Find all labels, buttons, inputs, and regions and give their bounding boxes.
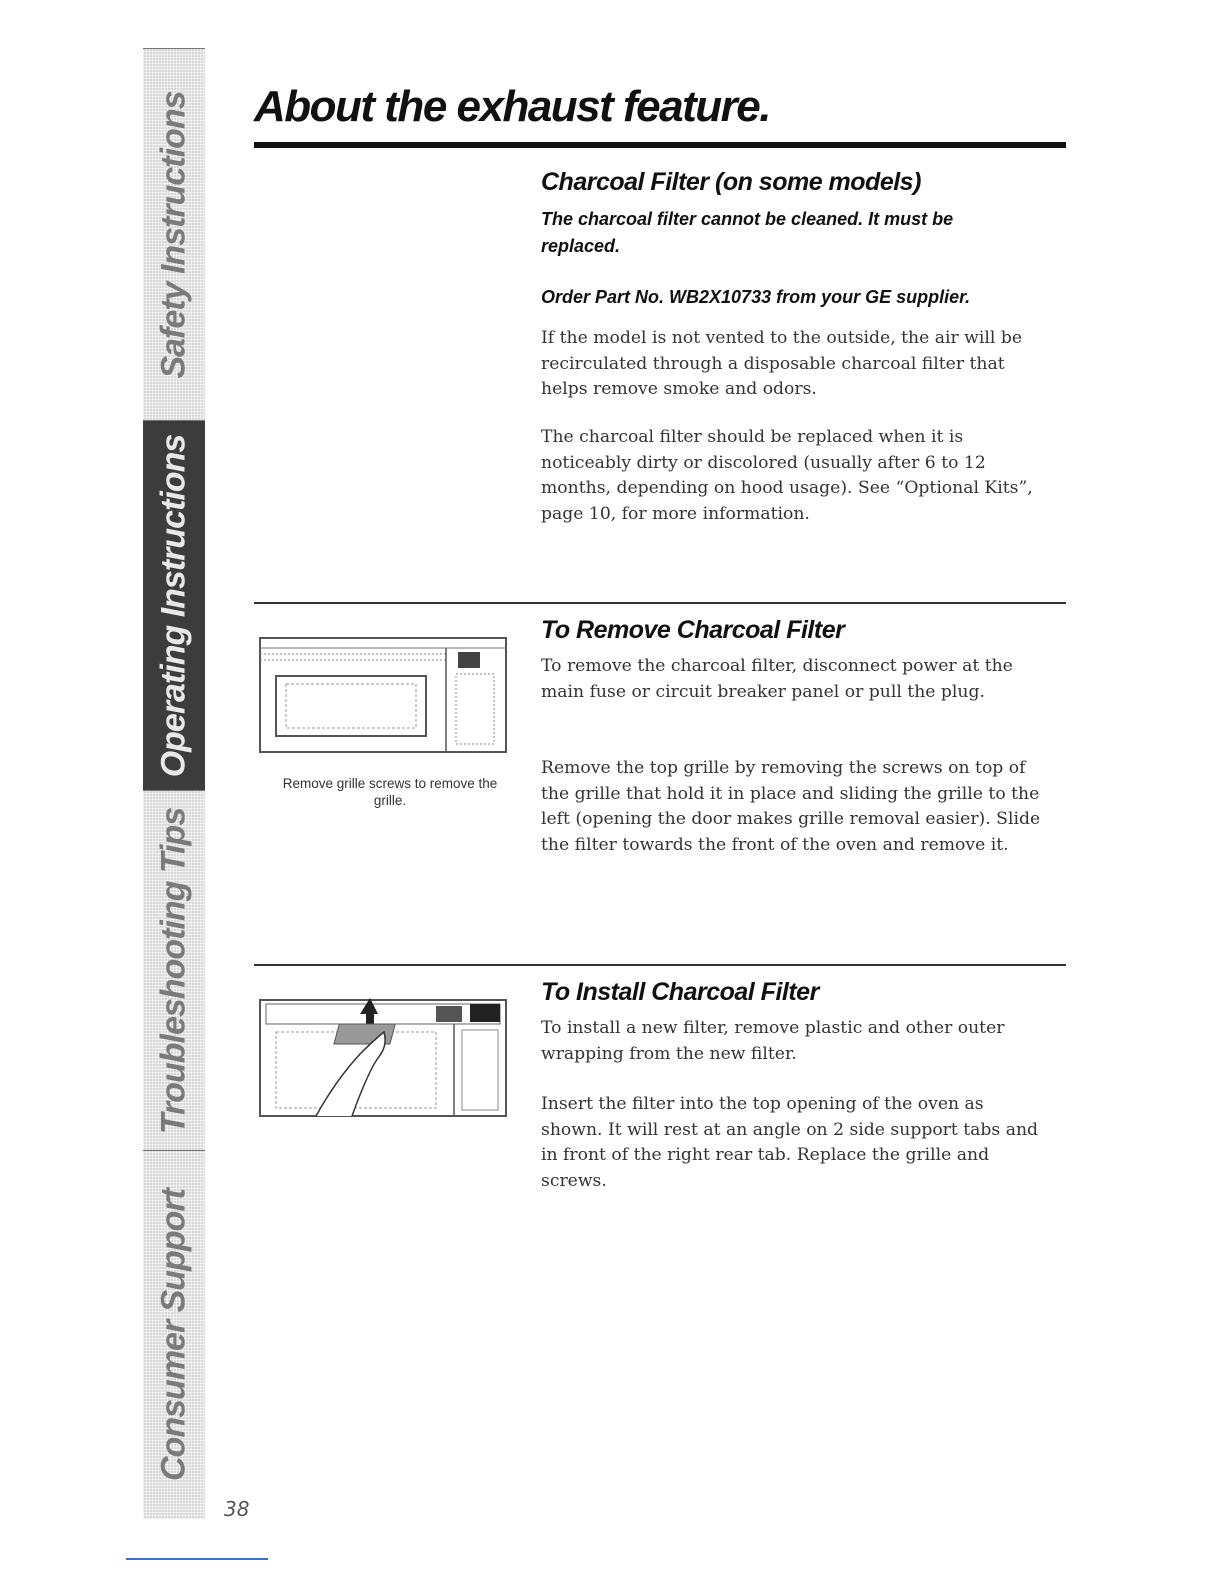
tab-label: Consumer Support [154, 1189, 193, 1481]
paragraph-replace-when: The charcoal filter should be replaced when it is noticeably dirty or discolored (usually after 6 to 12 months, depending on hood usage). See “Optional Kits”, page 10, for more information. [541, 427, 1033, 524]
tab-label: Operating Instructions [154, 434, 193, 778]
bottom-link-underline [126, 1558, 268, 1560]
paragraph-remove-grille: Remove the top grille by removing the screws on top of the grille that hold it in place and sliding the grille to the left (opening the door makes grille removal easier). Slide the filter towards the front of the oven and remove it. [541, 758, 1041, 855]
title-rule [254, 142, 1066, 148]
note-cannot-be-cleaned: The charcoal filter cannot be cleaned. It must be replaced. [541, 209, 954, 256]
section-heading-install-filter: To Install Charcoal Filter [541, 978, 819, 1006]
tab-operating-instructions[interactable] [143, 420, 205, 791]
section-divider [254, 964, 1066, 966]
install-filter-illustration [256, 984, 518, 1124]
paragraph-remove-wrapping: To install a new filter, remove plastic and other outer wrapping from the new filter. [541, 1018, 1005, 1064]
figure-caption: Remove grille screws to remove the grille. [282, 776, 498, 808]
paragraph-disconnect-power: To remove the charcoal filter, disconnect power at the main fuse or circuit breaker panel or pull the plug. [541, 656, 1013, 702]
microwave-grille-illustration [256, 618, 518, 764]
tab-safety-instructions[interactable] [143, 48, 205, 421]
page-number: 38 [224, 1497, 250, 1521]
tab-troubleshooting-tips[interactable] [143, 790, 205, 1151]
tab-label: Troubleshooting Tips [154, 807, 193, 1135]
section-divider [254, 602, 1066, 604]
tab-label: Safety Instructions [154, 91, 193, 379]
note-order-part: Order Part No. WB2X10733 from your GE supplier. [541, 287, 971, 307]
paragraph-insert-filter: Insert the filter into the top opening of the oven as shown. It will rest at an angle on 2 side support tabs and in front of the right rear tab. Replace the grille and screws. [541, 1094, 1039, 1191]
sidebar-tabs [143, 48, 205, 1518]
section-heading-charcoal-filter: Charcoal Filter (on some models) [541, 168, 921, 196]
paragraph-recirculated: If the model is not vented to the outside, the air will be recirculated through a disposable charcoal filter that helps remove smoke and odors. [541, 328, 1023, 399]
section-heading-remove-filter: To Remove Charcoal Filter [541, 616, 845, 644]
tab-consumer-support[interactable] [143, 1150, 205, 1519]
page-title: About the exhaust feature. [254, 82, 770, 131]
